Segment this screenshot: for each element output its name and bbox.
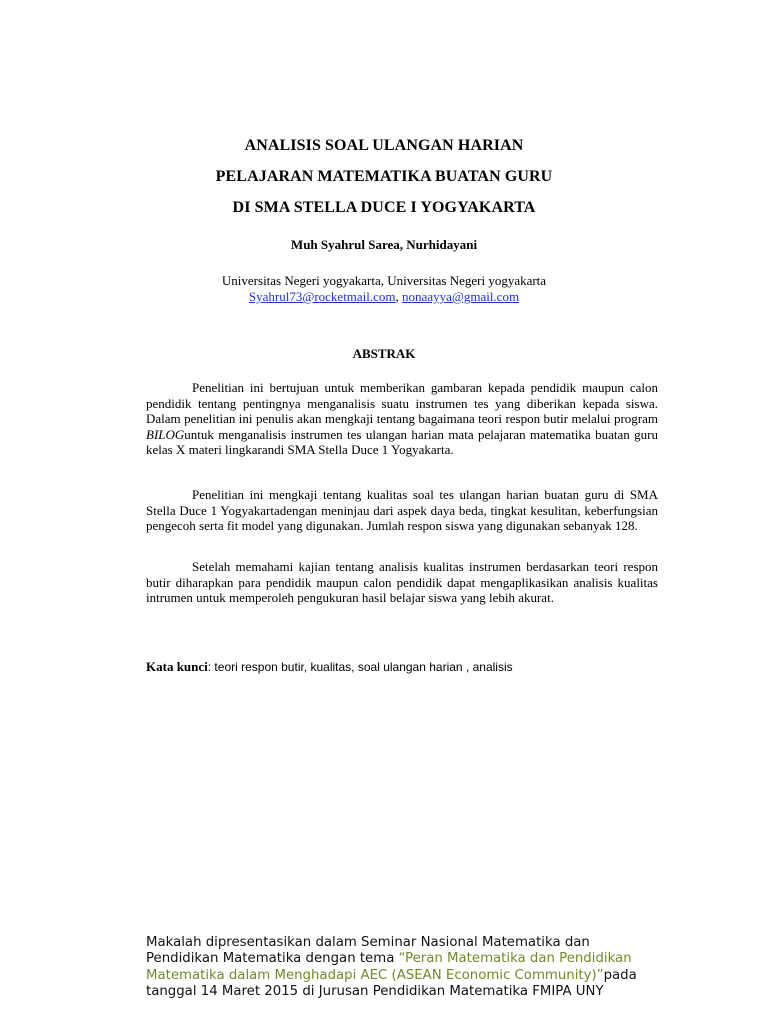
paragraph-3-text: Setelah memahami kajian tentang analisis kualitas instrumen berdasarkan teori respon butir diharapkan para pendidik maupun calon pendidik dapat mengaplikasikan analisis kualitas intrumen untuk memperoleh pengukuran hasil belajar siswa yang lebih akurat.: [146, 559, 658, 606]
footnote-text-b: pada tanggal 14 Maret 2015 di Jurusan Pendidikan Matematika FMIPA UNY: [146, 967, 637, 999]
footnote-text-a: Makalah dipresentasikan dalam Seminar Nasional Matematika dan Pendidikan Matematika dengan tema: [146, 935, 590, 967]
abstract-paragraph-2: [146, 487, 658, 534]
keywords-text: : teori respon butir, kualitas, soal ulangan harian , analisis: [207, 660, 513, 674]
authors: Muh Syahrul Sarea, Nurhidayani: [290, 237, 478, 252]
abstract-paragraph-3: [146, 559, 658, 606]
footnote-theme: “Peran Matematika dan Pendidikan Matematika dalam Menghadapi AEC (ASEAN Economic Community)”: [146, 951, 632, 983]
paragraph-1-text-a: Penelitian ini bertujuan untuk memberikan gambaran kepada pendidik maupun calon pendidik tentang pentingnya menganalisis suatu instrumen tes yang diberikan kepada siswa. Dalam penelitian ini penulis akan mengkaji tentang bagaimana teori respon butir melalui program: [146, 380, 658, 427]
paragraph-1-italic: BILOG: [146, 426, 185, 442]
title-line-2: PELAJARAN MATEMATIKA BUATAN GURU: [215, 168, 553, 185]
author-emails: [0, 289, 768, 305]
email-link-1[interactable]: Syahrul73@rocketmail.com: [248, 289, 396, 304]
paragraph-1-text-b: untuk menganalisis instrumen tes ulangan harian mata pelajaran matematika buatan guru kelas X materi lingkarandi SMA Stella Duce 1 Yogyakarta.: [146, 426, 658, 458]
affiliation: Universitas Negeri yogyakarta, Universitas Negeri yogyakarta: [221, 273, 547, 288]
title-line-1: ANALISIS SOAL ULANGAN HARIAN: [244, 137, 524, 154]
abstract-paragraph-1: [146, 380, 658, 458]
keywords-label: Kata kunci: [146, 659, 208, 674]
email-link-2[interactable]: nonaayya@gmail.com: [402, 289, 520, 304]
title-line-3: DI SMA STELLA DUCE I YOGYAKARTA: [232, 199, 536, 216]
footnote: [146, 935, 666, 1000]
email-separator: ,: [395, 289, 403, 304]
abstract-heading: ABSTRAK: [352, 346, 416, 361]
keywords: [146, 659, 658, 675]
paragraph-2-text: Penelitian ini mengkaji tentang kualitas soal tes ulangan harian buatan guru di SMA Stella Duce 1 Yogyakartadengan meninjau dari aspek daya beda, tingkat kesulitan, keberfungsian pengecoh serta fit model yang digunakan. Jumlah respon siswa yang digunakan sebanyak 128.: [146, 487, 658, 534]
